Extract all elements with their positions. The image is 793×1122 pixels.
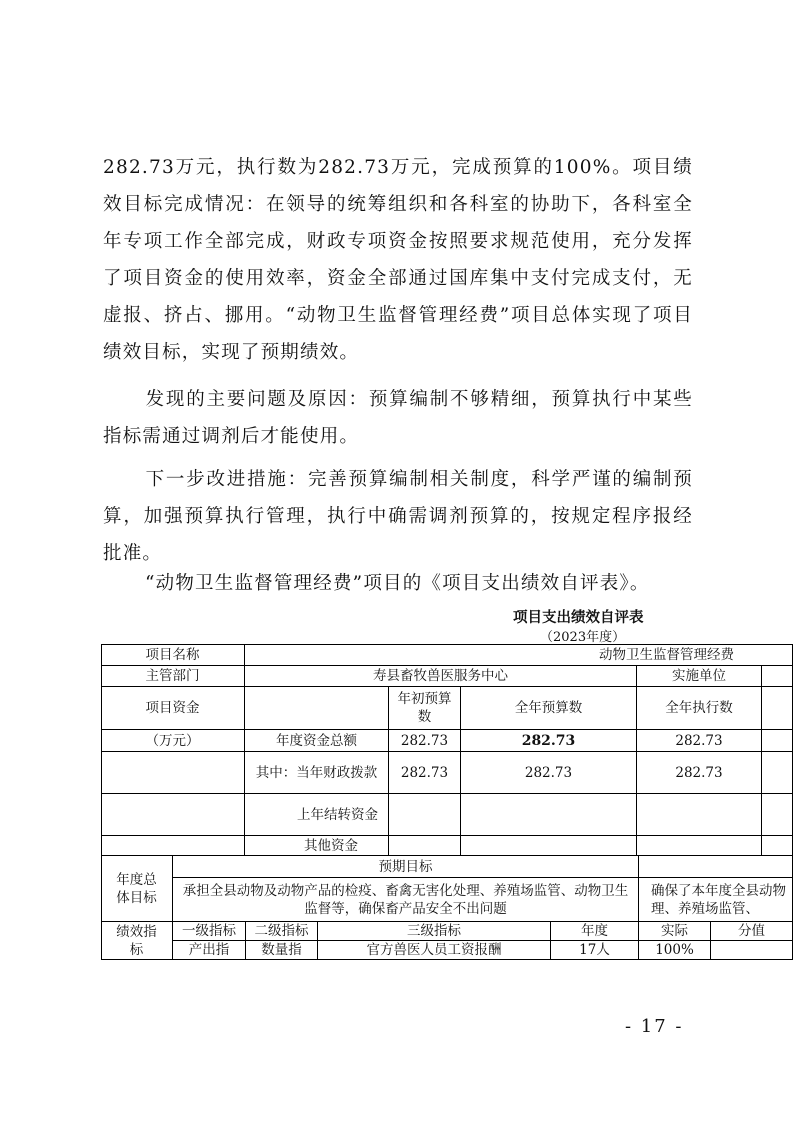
full-budget-header: 全年预算数 xyxy=(461,687,637,730)
annual-label xyxy=(551,922,639,941)
paragraph-problems-text: 发现的主要问题及原因：预算编制不够精细，预算执行中某些指标需通过调剂后才能使用。 xyxy=(103,389,693,447)
fiscal-label: 其中：当年财政拨款 xyxy=(245,752,389,794)
other-exec xyxy=(637,836,762,856)
score-label: 分值 xyxy=(711,922,793,941)
initial-budget-header: 年初预算数 xyxy=(389,687,461,730)
row1-lvl2: 数量指 xyxy=(246,941,318,960)
paragraph-improvements xyxy=(103,461,693,572)
table-subtitle: （2023年度） xyxy=(540,630,626,645)
paragraph-budget-execution: 282.73万元，执行数为282.73万元，完成预算的100%。项目绩效目标完成情况：在领导的统筹组织和各科室的协助下，各科室全年专项工作全部完成，财政专项资金按照要求规范使用，充分发挥了项目资金的使用效率，资金全部通过国库集中支付完成支付，无虚报、挤占、挪用。“动物卫生监督管理经费”项目总体实现了项目绩效目标，实现了预期绩效。 xyxy=(103,157,693,363)
impl-value xyxy=(762,666,793,687)
row1-lvl3: 官方兽医人员工资报酬 xyxy=(318,941,551,960)
fiscal-full: 282.73 xyxy=(461,752,637,794)
carry-initial xyxy=(389,794,461,836)
other-initial xyxy=(389,836,461,856)
dept-label: 主管部门 xyxy=(101,666,245,687)
fund-blank-6 xyxy=(101,794,245,836)
row1-score xyxy=(711,941,793,960)
expected-goal-text: 承担全县动物及动物产品的检疫、畜禽无害化处理、养殖场监管、动物卫生监督等，确保畜产品安全不出问题 xyxy=(173,878,639,922)
total-initial: 282.73 xyxy=(389,730,461,752)
total-exec: 282.73 xyxy=(637,730,762,752)
row1-actual: 100% xyxy=(639,941,711,960)
fund-blank-header xyxy=(245,687,389,730)
carry-exec xyxy=(637,794,762,836)
fiscal-exec: 282.73 xyxy=(637,752,762,794)
carry-extra xyxy=(762,794,793,836)
fiscal-initial: 282.73 xyxy=(389,752,461,794)
other-label: 其他资金 xyxy=(245,836,389,856)
fund-extra-header xyxy=(762,687,793,730)
perf-label: 绩效指标 xyxy=(101,922,173,960)
fund-unit: （万元） xyxy=(101,730,245,752)
lvl1-label: 一级指标 xyxy=(173,922,246,941)
carry-full xyxy=(461,794,637,836)
fund-label: 项目资金 xyxy=(101,687,245,730)
row1-target: 17人 xyxy=(551,941,639,960)
total-full: 282.73 xyxy=(461,730,637,752)
paragraph-table-intro: “动物卫生监督管理经费”项目的《项目支出绩效自评表》。 xyxy=(145,573,650,594)
fund-blank-5 xyxy=(101,752,245,794)
table-title: 项目支出绩效自评表 xyxy=(513,609,644,626)
paragraph-problems xyxy=(103,381,693,455)
total-extra xyxy=(762,730,793,752)
other-extra xyxy=(762,836,793,856)
dept-value: 寿县畜牧兽医服务中心 xyxy=(245,666,637,687)
full-exec-header: 全年执行数 xyxy=(637,687,762,730)
annual-label-top: 年度 xyxy=(581,923,608,939)
page-number: - 17 - xyxy=(625,1016,684,1037)
carry-label: 上年结转资金 xyxy=(245,794,389,836)
expected-goal-label: 预期目标 xyxy=(173,856,639,878)
actual-goal-header xyxy=(639,856,793,878)
lvl2-label: 二级指标 xyxy=(246,922,318,941)
row1-lvl1: 产出指 xyxy=(173,941,246,960)
fiscal-extra xyxy=(762,752,793,794)
total-label: 年度资金总额 xyxy=(245,730,389,752)
project-name-label: 项目名称 xyxy=(101,645,245,666)
paragraph-improvements-text: 下一步改进措施：完善预算编制相关制度，科学严谨的编制预算，加强预算执行管理，执行中确需调剂预算的，按规定程序报经批准。 xyxy=(103,469,693,564)
lvl3-label: 三级指标 xyxy=(318,922,551,941)
actual-label xyxy=(639,922,711,941)
fund-blank-7 xyxy=(101,836,245,856)
project-name-value: 动物卫生监督管理经费 xyxy=(245,645,793,666)
annual-goal-label: 年度总体目标 xyxy=(101,856,173,922)
actual-label-top: 实际 xyxy=(661,923,688,939)
actual-goal-text: 确保了本年度全县动物理、养殖场监管、 xyxy=(639,878,793,922)
impl-label: 实施单位 xyxy=(637,666,762,687)
other-full xyxy=(461,836,637,856)
